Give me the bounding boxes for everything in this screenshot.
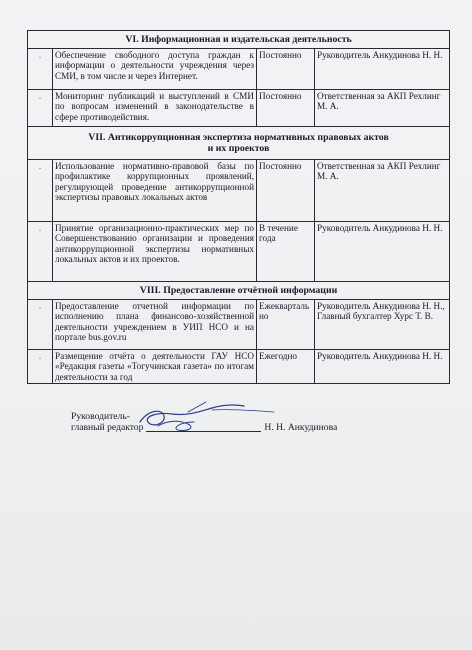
signatory-title-line2: главный редактор — [71, 422, 144, 433]
row-number: . — [28, 90, 53, 127]
table-row — [28, 350, 450, 384]
section-header — [28, 127, 450, 160]
row-responsible: Руководитель Анкудинова Н. Н. — [315, 350, 450, 384]
row-description: Обеспечение свободного доступа граждан к информации о деятельности учреждения через СМИ, в том числе и через Интернет. — [53, 49, 257, 90]
row-description: Использование нормативно-правовой базы по профилактике коррупционных проявлений, регулирующей проведение антикоррупционной экспертизы правовых локальных актов — [53, 160, 257, 222]
table-row — [28, 49, 450, 90]
section-title: VI. Информационная и издательская деятельность — [28, 31, 450, 49]
signature-block — [71, 411, 391, 433]
row-number: . — [28, 222, 53, 282]
row-term: В течение года — [257, 222, 315, 282]
signatory-title-line1: Руководитель- — [71, 411, 130, 422]
row-description: Размещение отчёта о деятельности ГАУ НСО «Редакция газеты «Тогучинская газета» по итогам деятельности за год — [53, 350, 257, 384]
section-header — [28, 282, 450, 300]
row-responsible: Ответственная за АКП Рехлинг М. А. — [315, 160, 450, 222]
row-responsible: Руководитель Анкудинова Н. Н., Главный бухгалтер Хурс Т. В. — [315, 300, 450, 350]
row-term: Ежеквартально — [257, 300, 315, 350]
row-responsible: Ответственная за АКП Рехлинг М. А. — [315, 90, 450, 127]
signatory-name: Н. Н. Анкудинова — [264, 422, 338, 433]
section-title: VIII. Предоставление отчётной информации — [28, 282, 450, 300]
row-description: Принятие организационно-практических мер по Совершенствованию организации и проведения антикоррупционной экспертизы нормативных локальных актов и их проектов. — [53, 222, 257, 282]
section-header — [28, 31, 450, 49]
row-number: . — [28, 160, 53, 222]
row-number: . — [28, 300, 53, 350]
table-row — [28, 160, 450, 222]
signature-line — [146, 430, 261, 432]
row-term: Ежегодно — [257, 350, 315, 384]
table-row — [28, 90, 450, 127]
row-term: Постоянно — [257, 160, 315, 222]
section-title: VII. Антикоррупционная экспертиза нормативных правовых актов и их проектов — [28, 127, 450, 160]
signatory-title-line2-row — [71, 422, 391, 433]
table-row — [28, 222, 450, 282]
row-term: Постоянно — [257, 90, 315, 127]
table-row — [28, 300, 450, 350]
row-number: . — [28, 49, 53, 90]
row-description: Мониторинг публикаций и выступлений в СМИ по вопросам изменений в законодательстве в сфере противодействия. — [53, 90, 257, 127]
row-responsible: Руководитель Анкудинова Н. Н. — [315, 222, 450, 282]
row-responsible: Руководитель Анкудинова Н. Н. — [315, 49, 450, 90]
row-number: . — [28, 350, 53, 384]
row-term: Постоянно — [257, 49, 315, 90]
row-description: Предоставление отчетной информации по исполнению плана финансово-хозяйственной деятельности учреждением в УИП НСО и на портале bus.gov.ru — [53, 300, 257, 350]
activity-plan-table — [27, 30, 450, 384]
